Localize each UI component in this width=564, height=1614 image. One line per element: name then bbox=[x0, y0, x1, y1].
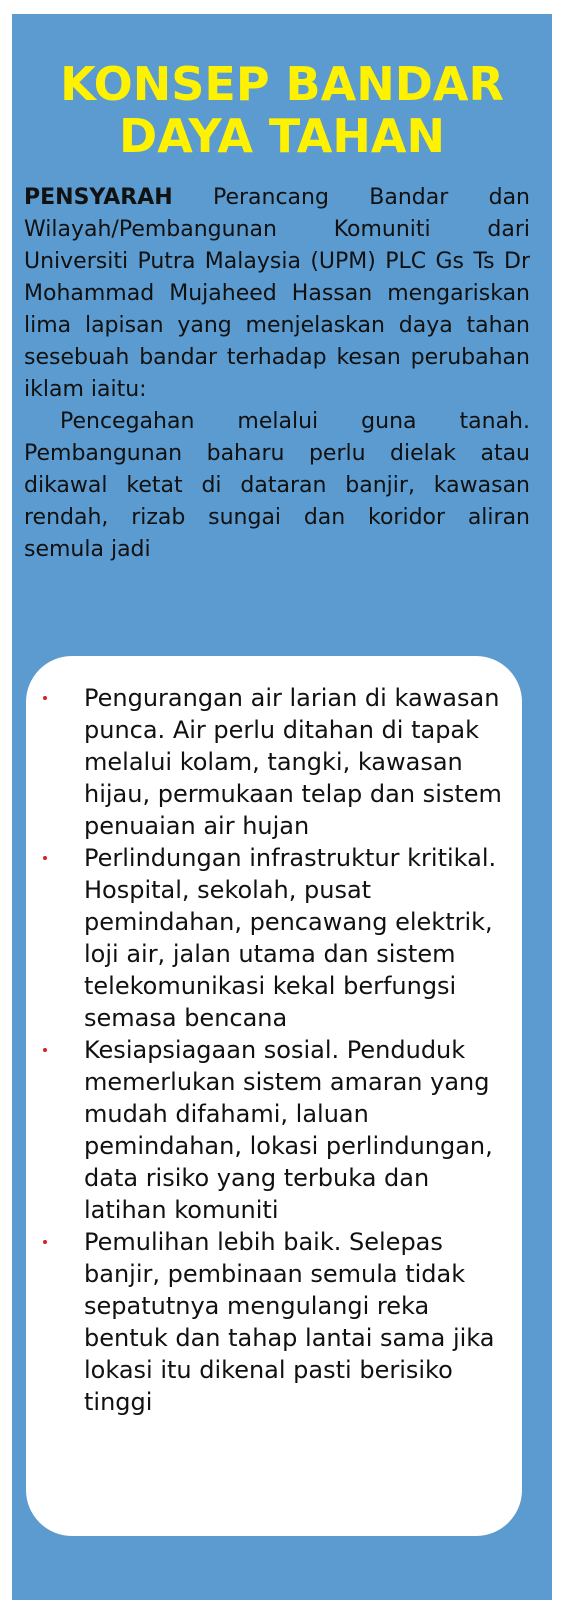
title-line-2: DAYA TAHAN bbox=[119, 109, 445, 163]
intro-text bbox=[24, 182, 530, 566]
list-item bbox=[26, 1034, 522, 1226]
infobox-title bbox=[12, 58, 552, 162]
bullet-dot-icon bbox=[43, 1240, 47, 1244]
list-item bbox=[26, 1226, 522, 1418]
list-item bbox=[26, 682, 522, 842]
list-item-text: Kesiapsiagaan sosial. Penduduk memerlukan sistem amaran yang mudah difahami, laluan pemindahan, lokasi perlindungan, data risiko yang terbuka dan latihan komuniti bbox=[84, 1036, 493, 1224]
intro-body: Perancang Bandar dan Wilayah/Pembangunan Komuniti dari Universiti Putra Malaysia (UPM) PLC Gs Ts Dr Mohammad Mujaheed Hassan mengariskan lima lapisan yang menjelaskan daya tahan sesebuah bandar terhadap kesan perubahan iklam iaitu: bbox=[24, 185, 530, 402]
bullet-dot-icon bbox=[43, 1048, 47, 1052]
bullet-card bbox=[26, 656, 522, 1536]
list-item-text: Pemulihan lebih baik. Selepas banjir, pembinaan semula tidak sepatutnya mengulangi reka bentuk dan tahap lantai sama jika lokasi itu dikenal pasti berisiko tinggi bbox=[84, 1228, 495, 1416]
intro-lead-word: PENSYARAH bbox=[24, 185, 173, 210]
title-line-1: KONSEP BANDAR bbox=[60, 57, 504, 111]
intro-point-1: Pencegahan melalui guna tanah. Pembangunan baharu perlu dielak atau dikawal ketat di dataran banjir, kawasan rendah, rizab sungai dan koridor aliran semula jadi bbox=[24, 409, 530, 562]
list-item-text: Pengurangan air larian di kawasan punca. Air perlu ditahan di tapak melalui kolam, tangki, kawasan hijau, permukaan telap dan sistem penuaian air hujan bbox=[84, 684, 502, 840]
list-item-text: Perlindungan infrastruktur kritikal. Hospital, sekolah, pusat pemindahan, pencawang elektrik, loji air, jalan utama dan sistem telekomunikasi kekal berfungsi semasa bencana bbox=[84, 844, 497, 1032]
intro-paragraph bbox=[24, 182, 530, 406]
bullet-dot-icon bbox=[43, 856, 47, 860]
bullet-list bbox=[26, 682, 522, 1418]
bullet-dot-icon bbox=[43, 696, 47, 700]
infobox-panel bbox=[12, 14, 552, 1600]
list-item bbox=[26, 842, 522, 1034]
